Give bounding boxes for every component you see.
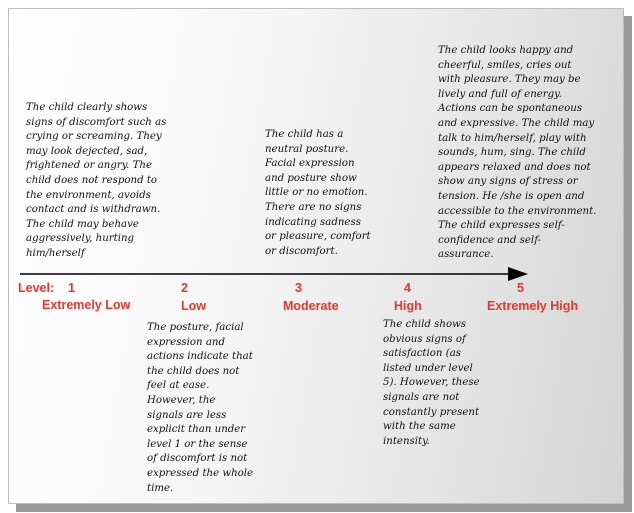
level-5-description: The child looks happy and cheerful, smiles, cries out with pleasure. They may be lively and full of energy. Actions can be spontaneous and expressive. The child may talk to him/herself, play with sounds, hum, sing. The child appears relaxed and does not show any signs of stress or tension. He /she is open and accessible to the environment. The child expresses self- confidence and self- assurance. <box>438 45 597 261</box>
level-3-description: The child has a neutral posture. Facial expression and posture show little or no emotion. There are no signs indicating sadness or pleasure, comfort or discomfort. <box>265 129 371 257</box>
level-1-number: 1 <box>68 281 75 295</box>
level-1-name: Extremely Low <box>42 298 131 312</box>
level-4-description: The child shows obvious signs of satisfaction (as listed under level 5). However, these signals are not constantly present with the same intensity. <box>383 319 480 447</box>
level-1-description: The child clearly shows signs of discomfort such as crying or screaming. They may look dejected, sad, frightened or angry. The child does not respond to the environment, avoids contact and is withdrawn. The child may behave aggressively, hurting him/herself <box>26 102 167 259</box>
level-label: Level: <box>18 281 55 295</box>
level-2-description: The posture, facial expression and actions indicate that the child does not feel at ease. However, the signals are less explicit than under level 1 or the sense of discomfort is not expressed the whole time. <box>147 322 254 494</box>
level-4-number: 4 <box>404 281 411 295</box>
axis-arrowhead <box>508 267 528 281</box>
level-4-name: High <box>394 299 422 313</box>
level-5-name: Extremely High <box>487 299 579 313</box>
level-3-number: 3 <box>295 281 302 295</box>
level-3-name: Moderate <box>283 299 339 313</box>
level-5-number: 5 <box>517 281 524 295</box>
level-2-name: Low <box>181 299 206 313</box>
level-2-number: 2 <box>181 281 188 295</box>
